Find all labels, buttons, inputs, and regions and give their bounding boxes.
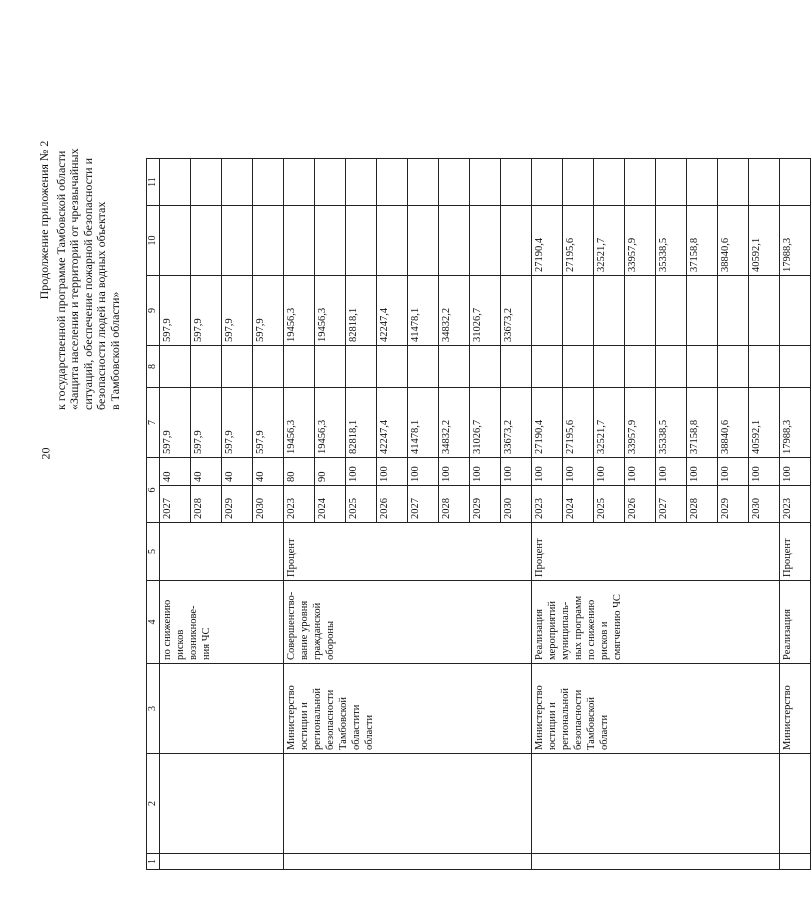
local-budget-cell [377,206,408,276]
regional-budget-cell: 82818,1 [346,276,377,346]
federal-budget-cell [439,346,470,388]
name-cell [284,754,532,854]
total-amount-cell: 35338,5 [656,388,687,458]
year-cell: 2028 [439,486,470,523]
responsible-cell [160,664,284,754]
other-sources-cell [191,159,222,206]
heading-line: Продолжение приложения № 2 [37,140,51,300]
other-sources-cell [718,159,749,206]
total-amount-cell: 38840,6 [718,388,749,458]
page-number: 20 [38,447,53,460]
total-amount-cell: 597,9 [191,388,222,458]
target-value-cell: 80 [284,458,315,486]
unit-cell: Процент [532,523,780,581]
column-number-cell: 7 [147,388,160,458]
other-sources-cell [656,159,687,206]
other-sources-cell [625,159,656,206]
other-sources-cell [408,159,439,206]
name-cell [160,754,284,854]
total-amount-cell: 34832,2 [439,388,470,458]
local-budget-cell: 40592,1 [749,206,780,276]
column-number-row [147,159,160,870]
total-amount-cell: 27195,6 [563,388,594,458]
number-cell [160,854,284,870]
regional-budget-cell [780,276,811,346]
year-cell: 2030 [749,486,780,523]
local-budget-cell [346,206,377,276]
regional-budget-cell [718,276,749,346]
year-cell: 2023 [780,486,811,523]
number-cell [532,854,780,870]
responsible-cell: Министерство [780,664,811,754]
heading-line: «Защита населения и территорий от чрезвычайных [67,148,82,410]
other-sources-cell [253,159,284,206]
target-value-cell: 100 [749,458,780,486]
column-number-cell: 5 [147,523,160,581]
total-amount-cell: 27190,4 [532,388,563,458]
column-number-cell: 1 [147,854,160,870]
year-cell: 2023 [532,486,563,523]
regional-budget-cell: 597,9 [222,276,253,346]
other-sources-cell [470,159,501,206]
local-budget-cell [284,206,315,276]
total-amount-cell: 82818,1 [346,388,377,458]
federal-budget-cell [594,346,625,388]
local-budget-cell: 27195,6 [563,206,594,276]
year-cell: 2023 [284,486,315,523]
regional-budget-cell: 31026,7 [470,276,501,346]
indicator-cell: Реализация [780,581,811,664]
federal-budget-cell [284,346,315,388]
total-amount-cell: 33957,9 [625,388,656,458]
responsible-cell: Министерство юстиции и региональной безопасности Тамбовской области [532,664,780,754]
other-sources-cell [532,159,563,206]
total-amount-cell: 597,9 [222,388,253,458]
federal-budget-cell [222,346,253,388]
column-number-cell: 9 [147,276,160,346]
year-cell: 2024 [315,486,346,523]
federal-budget-cell [780,346,811,388]
total-amount-cell: 37158,8 [687,388,718,458]
federal-budget-cell [718,346,749,388]
year-cell: 2030 [253,486,284,523]
federal-budget-cell [625,346,656,388]
other-sources-cell [160,159,191,206]
other-sources-cell [501,159,532,206]
target-value-cell: 100 [532,458,563,486]
year-cell: 2024 [563,486,594,523]
year-cell: 2029 [222,486,253,523]
other-sources-cell [284,159,315,206]
rotated-page-content [37,25,793,870]
year-cell: 2027 [408,486,439,523]
federal-budget-cell [501,346,532,388]
target-value-cell: 100 [687,458,718,486]
regional-budget-cell [656,276,687,346]
total-amount-cell: 41478,1 [408,388,439,458]
total-amount-cell: 597,9 [160,388,191,458]
regional-budget-cell [687,276,718,346]
total-amount-cell: 19456,3 [315,388,346,458]
number-cell [284,854,532,870]
column-number-cell: 2 [147,754,160,854]
column-number-cell: 6 [147,458,160,523]
unit-cell: Процент [780,523,811,581]
regional-budget-cell: 597,9 [253,276,284,346]
local-budget-cell: 37158,8 [687,206,718,276]
regional-budget-cell: 597,9 [160,276,191,346]
heading-line: к государственной программе Тамбовской области [53,150,68,410]
target-value-cell: 40 [160,458,191,486]
name-cell [780,754,811,854]
year-cell: 2025 [594,486,625,523]
indicator-cell: по снижению рисков возникнове- ния ЧС [160,581,284,664]
regional-budget-cell [532,276,563,346]
year-cell: 2030 [501,486,532,523]
local-budget-cell [470,206,501,276]
target-value-cell: 40 [253,458,284,486]
federal-budget-cell [749,346,780,388]
regional-budget-cell: 19456,3 [284,276,315,346]
local-budget-cell [408,206,439,276]
local-budget-cell [315,206,346,276]
target-value-cell: 100 [563,458,594,486]
other-sources-cell [377,159,408,206]
total-amount-cell: 33673,2 [501,388,532,458]
total-amount-cell: 31026,7 [470,388,501,458]
target-value-cell: 90 [315,458,346,486]
target-value-cell: 100 [439,458,470,486]
year-cell: 2029 [718,486,749,523]
federal-budget-cell [253,346,284,388]
regional-budget-cell: 19456,3 [315,276,346,346]
column-number-cell: 11 [147,159,160,206]
regional-budget-cell [625,276,656,346]
year-cell: 2028 [687,486,718,523]
heading-line: в Тамбовской области» [107,291,122,410]
table-row [284,159,315,870]
local-budget-cell: 32521,7 [594,206,625,276]
total-amount-cell: 32521,7 [594,388,625,458]
local-budget-cell: 17988,3 [780,206,811,276]
total-amount-cell: 597,9 [253,388,284,458]
local-budget-cell [253,206,284,276]
federal-budget-cell [160,346,191,388]
federal-budget-cell [532,346,563,388]
regional-budget-cell [594,276,625,346]
column-number-cell: 10 [147,206,160,276]
table-row [532,159,563,870]
year-cell: 2028 [191,486,222,523]
indicator-cell: Совершенство- вание уровня гражданской обороны [284,581,532,664]
other-sources-cell [687,159,718,206]
local-budget-cell [439,206,470,276]
year-cell: 2026 [625,486,656,523]
target-value-cell: 40 [191,458,222,486]
total-amount-cell: 40592,1 [749,388,780,458]
target-value-cell: 100 [346,458,377,486]
indicator-table [146,158,811,870]
target-value-cell: 40 [222,458,253,486]
other-sources-cell [563,159,594,206]
federal-budget-cell [656,346,687,388]
heading-line: безопасности людей на водных объектах [94,201,109,410]
other-sources-cell [346,159,377,206]
target-value-cell: 100 [377,458,408,486]
table-row [780,159,811,870]
table-row [160,159,191,870]
total-amount-cell: 42247,4 [377,388,408,458]
indicator-cell: Реализация мероприятий муниципаль- ных программ по снижению рисков и смягчению ЧС [532,581,780,664]
target-value-cell: 100 [718,458,749,486]
other-sources-cell [315,159,346,206]
responsible-cell: Министерство юстиции и региональной безопасности Тамбовской областити области [284,664,532,754]
local-budget-cell [222,206,253,276]
regional-budget-cell: 41478,1 [408,276,439,346]
federal-budget-cell [470,346,501,388]
heading-line: ситуаций, обеспечение пожарной безопасности и [80,157,95,410]
year-cell: 2026 [377,486,408,523]
federal-budget-cell [408,346,439,388]
local-budget-cell [501,206,532,276]
name-cell [532,754,780,854]
total-amount-cell: 17988,3 [780,388,811,458]
other-sources-cell [222,159,253,206]
local-budget-cell: 33957,9 [625,206,656,276]
federal-budget-cell [315,346,346,388]
column-number-cell: 4 [147,581,160,664]
year-cell: 2027 [160,486,191,523]
federal-budget-cell [563,346,594,388]
target-value-cell: 100 [594,458,625,486]
regional-budget-cell: 33673,2 [501,276,532,346]
column-number-cell: 3 [147,664,160,754]
federal-budget-cell [687,346,718,388]
local-budget-cell [160,206,191,276]
local-budget-cell [191,206,222,276]
other-sources-cell [749,159,780,206]
target-value-cell: 100 [408,458,439,486]
local-budget-cell: 27190,4 [532,206,563,276]
local-budget-cell: 35338,5 [656,206,687,276]
other-sources-cell [594,159,625,206]
federal-budget-cell [346,346,377,388]
year-cell: 2029 [470,486,501,523]
target-value-cell: 100 [501,458,532,486]
regional-budget-cell: 42247,4 [377,276,408,346]
target-value-cell: 100 [780,458,811,486]
unit-cell: Процент [284,523,532,581]
regional-budget-cell [563,276,594,346]
regional-budget-cell: 597,9 [191,276,222,346]
target-value-cell: 100 [470,458,501,486]
federal-budget-cell [377,346,408,388]
year-cell: 2025 [346,486,377,523]
appendix-heading [38,30,123,410]
target-value-cell: 100 [625,458,656,486]
total-amount-cell: 19456,3 [284,388,315,458]
year-cell: 2027 [656,486,687,523]
federal-budget-cell [191,346,222,388]
regional-budget-cell [749,276,780,346]
local-budget-cell: 38840,6 [718,206,749,276]
other-sources-cell [780,159,811,206]
column-number-cell: 8 [147,346,160,388]
number-cell [780,854,811,870]
other-sources-cell [439,159,470,206]
unit-cell [160,523,284,581]
target-value-cell: 100 [656,458,687,486]
regional-budget-cell: 34832,2 [439,276,470,346]
